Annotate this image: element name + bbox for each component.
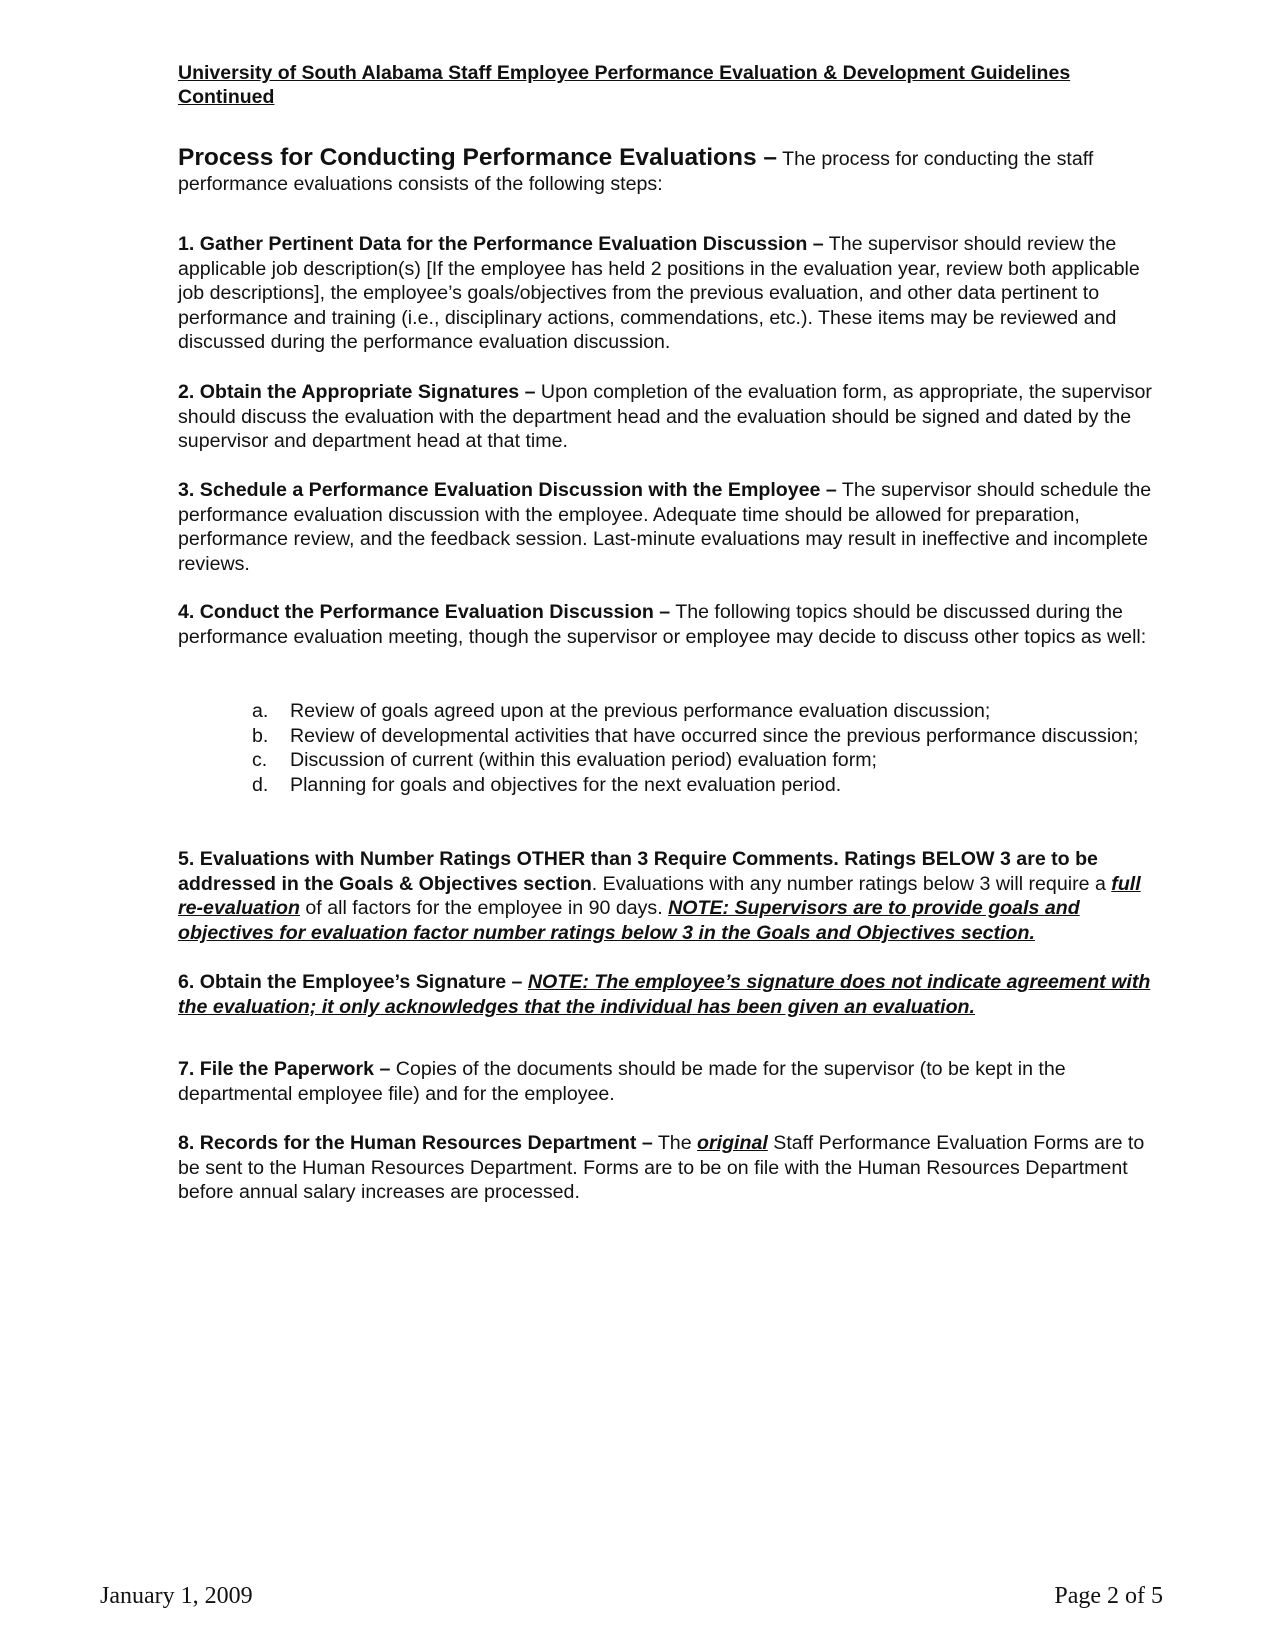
- step-4-lead: 4. Conduct the Performance Evaluation Discussion –: [178, 601, 671, 623]
- step-3: [178, 478, 1168, 576]
- intro-text: The process for conducting the staff performance evaluations consists of the following steps:: [178, 148, 1094, 195]
- step-6-note: NOTE: The employee’s signature does not indicate agreement with the evaluation; it only acknowledges that the individual has been given an evaluation.: [178, 971, 1151, 1018]
- list-item-text: Planning for goals and objectives for the next evaluation period.: [290, 773, 842, 796]
- section-heading: Process for Conducting Performance Evaluations –: [178, 144, 778, 171]
- footer-page-number: Page 2 of 5: [1054, 1583, 1163, 1609]
- step-1: [178, 232, 1168, 355]
- title-line-2: Continued: [178, 86, 275, 108]
- step-4: [178, 600, 1168, 649]
- intro-paragraph: [178, 146, 1168, 196]
- list-marker: b.: [252, 724, 269, 747]
- step-2: [178, 380, 1168, 454]
- step-8: [178, 1131, 1168, 1205]
- step-4-text: The following topics should be discussed during the performance evaluation meeting, though the supervisor or employee may decide to discuss other topics as well:: [178, 601, 1147, 648]
- list-item: [252, 773, 1172, 798]
- step-2-lead: 2. Obtain the Appropriate Signatures –: [178, 381, 536, 403]
- step-8-text-b: Staff Performance Evaluation Forms are to be sent to the Human Resources Department. Forms are to be on file with the Human Resources Department before annual salary increases are processed.: [178, 1132, 1145, 1204]
- step-3-text: The supervisor should schedule the performance evaluation discussion with the employee. Adequate time should be allowed for preparation, performance review, and the feedback session. Last-minute evaluations may result in ineffective and incomplete reviews.: [178, 479, 1152, 575]
- list-item: [252, 699, 1172, 724]
- step-6-lead: 6. Obtain the Employee’s Signature –: [178, 971, 523, 993]
- step-5-text-b: of all factors for the employee in 90 days.: [299, 897, 669, 920]
- step-7-lead: 7. File the Paperwork –: [178, 1058, 391, 1080]
- list-item-text: Discussion of current (within this evaluation period) evaluation form;: [290, 749, 877, 772]
- list-marker: d.: [252, 773, 269, 796]
- step-1-lead: 1. Gather Pertinent Data for the Performance Evaluation Discussion –: [178, 233, 824, 255]
- step-8-text-a: The: [652, 1132, 698, 1154]
- step-5-text-a: . Evaluations with any number ratings below 3 will require a: [591, 872, 1112, 895]
- step-5-emphasis: full re-evaluation: [178, 872, 1141, 920]
- step-7-text: Copies of the documents should be made for the supervisor (to be kept in the departmental employee file) and for the employee.: [178, 1058, 1066, 1105]
- title-line-1: University of South Alabama Staff Employee Performance Evaluation & Development Guidelines: [178, 62, 1071, 84]
- list-item: [252, 748, 1172, 773]
- list-marker: a.: [252, 700, 269, 722]
- list-marker: c.: [252, 749, 268, 772]
- step-8-emphasis: original: [697, 1132, 768, 1154]
- list-item-text: Review of developmental activities that have occurred since the previous performance discussion;: [290, 724, 1139, 747]
- step-2-text: Upon completion of the evaluation form, as appropriate, the supervisor should discuss the evaluation with the department head and the evaluation should be signed and dated by the supervisor and department head at that time.: [178, 381, 1152, 453]
- footer-date: January 1, 2009: [100, 1583, 253, 1609]
- document-title: [178, 61, 1148, 109]
- step-5-lead: 5. Evaluations with Number Ratings OTHER than 3 Require Comments. Ratings BELOW 3 are to be addressed in the Goals & Objectives section: [178, 848, 1098, 895]
- step-3-lead: 3. Schedule a Performance Evaluation Discussion with the Employee –: [178, 479, 837, 501]
- step-1-text: The supervisor should review the applicable job description(s) [If the employee has held 2 positions in the evaluation year, review both applicable job descriptions], the employee’s goals/objectives from the previous evaluation, and other data pertinent to performance and training (i.e., disciplinary actions, commendations, etc.). These items may be reviewed and discussed during the performance evaluation discussion.: [178, 233, 1140, 354]
- step-5: [178, 847, 1168, 945]
- step-8-lead: 8. Records for the Human Resources Department –: [178, 1132, 653, 1154]
- discussion-topics-list: [252, 699, 1172, 797]
- step-7: [178, 1057, 1168, 1106]
- list-item: [252, 724, 1172, 749]
- step-6: [178, 970, 1168, 1019]
- list-item-text: Review of goals agreed upon at the previous performance evaluation discussion;: [290, 700, 991, 722]
- step-5-note: NOTE: Supervisors are to provide goals and objectives for evaluation factor number ratings below 3 in the Goals and Objectives section.: [178, 897, 1080, 944]
